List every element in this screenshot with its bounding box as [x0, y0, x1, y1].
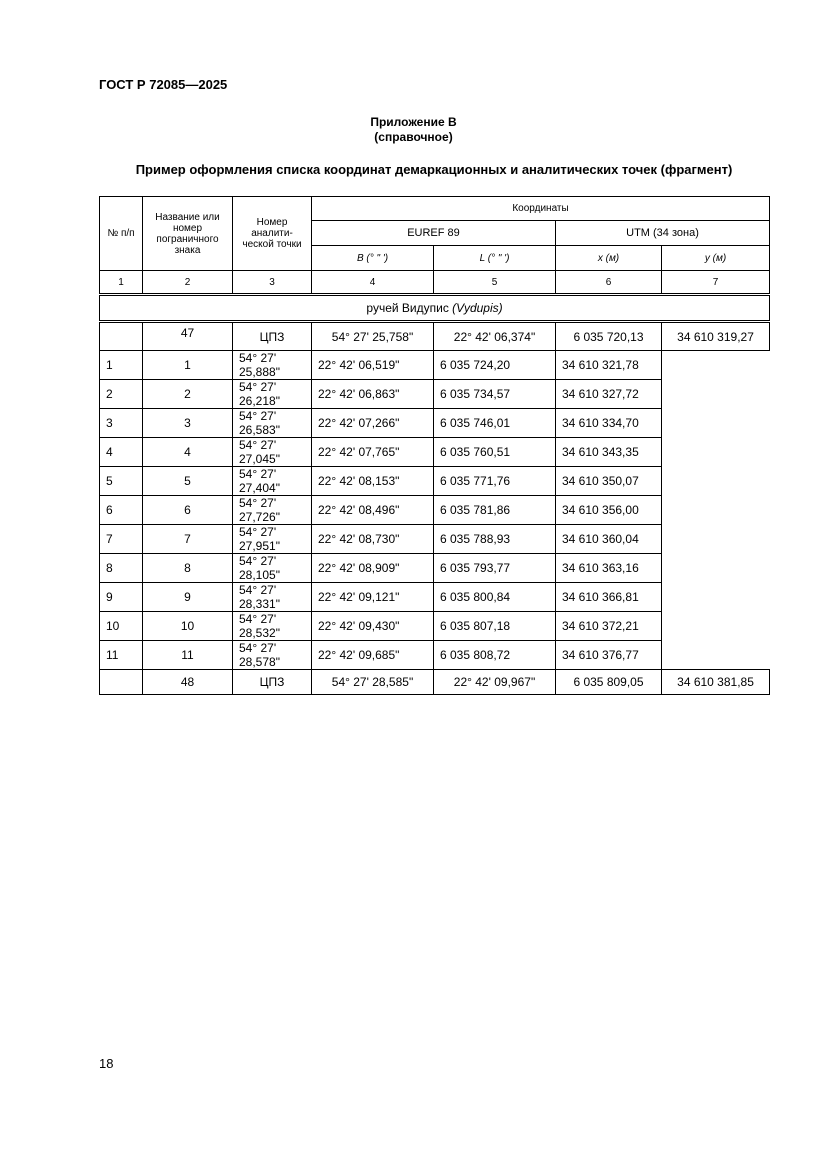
- header-b: B (° " '): [312, 246, 434, 271]
- cell-x: 6 035 724,20: [434, 351, 556, 380]
- cell-l: 22° 42' 06,519": [312, 351, 434, 380]
- appendix-subtitle: (справочное): [374, 130, 453, 144]
- cell-point: 5: [143, 467, 233, 496]
- table-row: [100, 322, 770, 351]
- cell-num: 7: [100, 525, 143, 554]
- header-num: № п/п: [100, 197, 143, 271]
- table-row: [100, 583, 770, 612]
- page-number: 18: [99, 1056, 114, 1071]
- cell-l: 22° 42' 08,909": [312, 554, 434, 583]
- cell-b: 54° 27' 28,585": [312, 670, 434, 695]
- cell-b: 54° 27' 25,888": [233, 351, 312, 380]
- table-row: [100, 641, 770, 670]
- cell-point: 3: [143, 409, 233, 438]
- cell-y: 34 610 376,77: [556, 641, 662, 670]
- cell-l: 22° 42' 06,863": [312, 380, 434, 409]
- cell-y: 34 610 360,04: [556, 525, 662, 554]
- cell-l: 22° 42' 09,685": [312, 641, 434, 670]
- header-analytic-point: Номер аналити-ческой точки: [233, 197, 312, 271]
- table-row: [100, 409, 770, 438]
- cell-l: 22° 42' 09,430": [312, 612, 434, 641]
- table-row: [100, 670, 770, 695]
- cell-y: 34 610 356,00: [556, 496, 662, 525]
- header-x: x (м): [556, 246, 662, 271]
- table-row: [100, 351, 770, 380]
- cell-y: 34 610 343,35: [556, 438, 662, 467]
- header-border-sign: Название или номер пограничного знака: [143, 197, 233, 271]
- cell-num: 8: [100, 554, 143, 583]
- section-row: ручей Видупис (Vydupis): [100, 295, 770, 322]
- cell-x: 6 035 781,86: [434, 496, 556, 525]
- cell-x: 6 035 788,93: [434, 525, 556, 554]
- cell-point: ЦПЗ: [233, 322, 312, 351]
- cell-num: 3: [100, 409, 143, 438]
- cell-l: 22° 42' 08,496": [312, 496, 434, 525]
- cell-x: 6 035 734,57: [434, 380, 556, 409]
- cell-b: 54° 27' 28,331": [233, 583, 312, 612]
- cell-y: 34 610 372,21: [556, 612, 662, 641]
- cell-x: 6 035 808,72: [434, 641, 556, 670]
- header-coordinates: Координаты: [312, 197, 770, 221]
- cell-y: 34 610 334,70: [556, 409, 662, 438]
- col-number: 6: [556, 271, 662, 295]
- cell-l: 22° 42' 08,730": [312, 525, 434, 554]
- table-row: [100, 525, 770, 554]
- table-row: [100, 438, 770, 467]
- cell-sign-name: 48: [143, 670, 233, 695]
- cell-b: 54° 27' 28,578": [233, 641, 312, 670]
- cell-l: 22° 42' 06,374": [434, 322, 556, 351]
- table-row: [100, 496, 770, 525]
- cell-x: 6 035 720,13: [556, 322, 662, 351]
- cell-sign-name: 47: [143, 322, 233, 351]
- cell-point: 1: [143, 351, 233, 380]
- cell-y: 34 610 319,27: [662, 322, 770, 351]
- cell-point: 9: [143, 583, 233, 612]
- header-utm: UTM (34 зона): [556, 221, 770, 246]
- cell-num: 10: [100, 612, 143, 641]
- cell-l: 22° 42' 09,967": [434, 670, 556, 695]
- col-number: 7: [662, 271, 770, 295]
- cell-x: 6 035 760,51: [434, 438, 556, 467]
- cell-x: 6 035 807,18: [434, 612, 556, 641]
- cell-y: 34 610 321,78: [556, 351, 662, 380]
- cell-x: 6 035 809,05: [556, 670, 662, 695]
- cell-x: 6 035 793,77: [434, 554, 556, 583]
- cell-num: 9: [100, 583, 143, 612]
- table-title: Пример оформления списка координат демаркационных и аналитических точек (фрагмент): [135, 162, 733, 177]
- cell-x: 6 035 771,76: [434, 467, 556, 496]
- cell-num: 11: [100, 641, 143, 670]
- cell-point: 4: [143, 438, 233, 467]
- cell-b: 54° 27' 27,726": [233, 496, 312, 525]
- cell-b: 54° 27' 27,951": [233, 525, 312, 554]
- header-euref: EUREF 89: [312, 221, 556, 246]
- cell-l: 22° 42' 08,153": [312, 467, 434, 496]
- cell-b: 54° 27' 27,404": [233, 467, 312, 496]
- cell-x: 6 035 800,84: [434, 583, 556, 612]
- cell-y: 34 610 381,85: [662, 670, 770, 695]
- cell-x: 6 035 746,01: [434, 409, 556, 438]
- cell-num: 2: [100, 380, 143, 409]
- cell-point: 11: [143, 641, 233, 670]
- coordinates-table: [99, 196, 770, 695]
- cell-b: 54° 27' 27,045": [233, 438, 312, 467]
- cell-point: 10: [143, 612, 233, 641]
- cell-point: 6: [143, 496, 233, 525]
- cell-num: 6: [100, 496, 143, 525]
- cell-b: 54° 27' 25,758": [312, 322, 434, 351]
- cell-point: ЦПЗ: [233, 670, 312, 695]
- header-l: L (° " '): [434, 246, 556, 271]
- cell-num: 4: [100, 438, 143, 467]
- cell-point: 2: [143, 380, 233, 409]
- cell-l: 22° 42' 09,121": [312, 583, 434, 612]
- cell-num: [100, 670, 143, 695]
- cell-l: 22° 42' 07,266": [312, 409, 434, 438]
- appendix-title: Приложение В: [370, 115, 457, 129]
- col-number: 5: [434, 271, 556, 295]
- cell-l: 22° 42' 07,765": [312, 438, 434, 467]
- cell-b: 54° 27' 26,583": [233, 409, 312, 438]
- col-number: 3: [233, 271, 312, 295]
- table-row: [100, 380, 770, 409]
- col-number: 4: [312, 271, 434, 295]
- cell-num: 1: [100, 351, 143, 380]
- cell-point: 7: [143, 525, 233, 554]
- cell-num: 5: [100, 467, 143, 496]
- header-y: y (м): [662, 246, 770, 271]
- col-number: 1: [100, 271, 143, 295]
- table-row: [100, 554, 770, 583]
- document-code: ГОСТ Р 72085—2025: [99, 77, 228, 92]
- cell-b: 54° 27' 28,105": [233, 554, 312, 583]
- cell-y: 34 610 327,72: [556, 380, 662, 409]
- cell-y: 34 610 363,16: [556, 554, 662, 583]
- table-row: [100, 467, 770, 496]
- cell-b: 54° 27' 26,218": [233, 380, 312, 409]
- cell-point: 8: [143, 554, 233, 583]
- cell-y: 34 610 350,07: [556, 467, 662, 496]
- table-row: [100, 612, 770, 641]
- cell-num: [100, 322, 143, 351]
- cell-b: 54° 27' 28,532": [233, 612, 312, 641]
- cell-y: 34 610 366,81: [556, 583, 662, 612]
- col-number: 2: [143, 271, 233, 295]
